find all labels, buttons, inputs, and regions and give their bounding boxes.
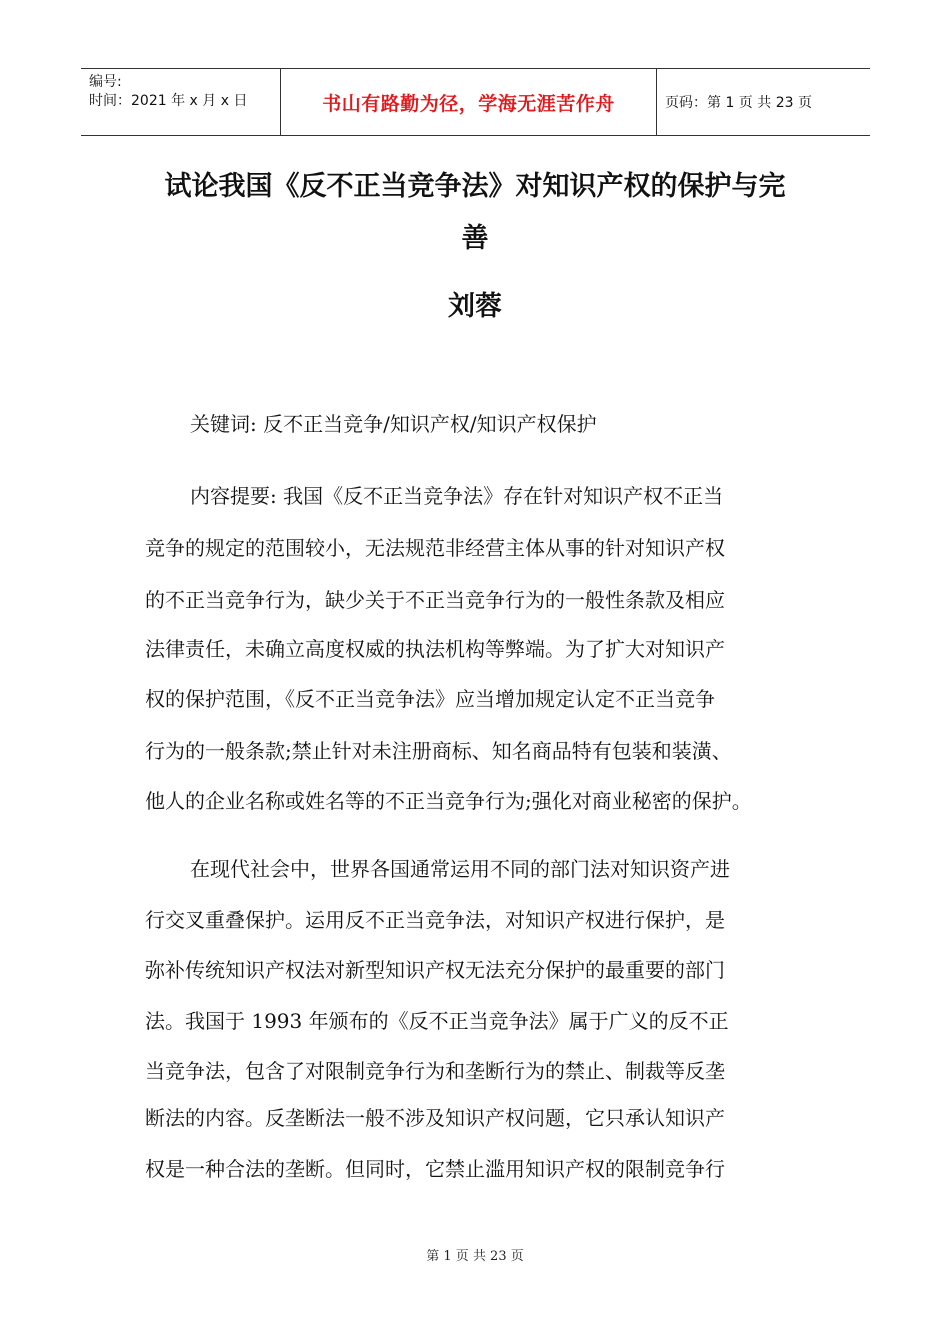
abstract-line: 他人的企业名称或姓名等的不正当竞争行为;强化对商业秘密的保护。 xyxy=(145,789,752,813)
header-motto: 书山有路勤为径，学海无涯苦作舟 xyxy=(281,69,657,135)
abstract-line: 行为的一般条款;禁止针对未注册商标、知名商品特有包装和装潢、 xyxy=(145,739,732,763)
body-line: 行交叉重叠保护。运用反不正当竞争法，对知识产权进行保护，是 xyxy=(145,908,725,932)
document-header xyxy=(81,68,870,136)
number-label: 编号: xyxy=(89,74,122,90)
page-footer: 第 1 页 共 23 页 xyxy=(426,1249,524,1264)
date-label: 时间：2021 年 x 月 x 日 xyxy=(89,93,248,109)
header-page-info: 页码：第 1 页 共 23 页 xyxy=(665,95,812,111)
body-line: 法。我国于 1993 年颁布的《反不正当竞争法》属于广义的反不正 xyxy=(145,1009,729,1033)
body-line: 断法的内容。反垄断法一般不涉及知识产权问题，它只承认知识产 xyxy=(145,1106,725,1130)
body-line: 在现代社会中，世界各国通常运用不同的部门法对知识资产进 xyxy=(190,857,730,881)
abstract-line: 法律责任，未确立高度权威的执法机构等弊端。为了扩大对知识产 xyxy=(145,637,725,661)
document-title-line-1: 试论我国《反不正当竞争法》对知识产权的保护与完 xyxy=(164,171,786,202)
body-line: 弥补传统知识产权法对新型知识产权无法充分保护的最重要的部门 xyxy=(145,958,725,982)
header-meta xyxy=(81,69,281,135)
body-line: 权是一种合法的垄断。但同时，它禁止滥用知识产权的限制竞争行 xyxy=(145,1157,725,1181)
abstract-line: 权的保护范围，《反不正当竞争法》应当增加规定认定不正当竞争 xyxy=(145,687,715,711)
abstract-line: 竞争的规定的范围较小，无法规范非经营主体从事的针对知识产权 xyxy=(145,536,725,560)
body-line: 当竞争法，包含了对限制竞争行为和垄断行为的禁止、制裁等反垄 xyxy=(145,1059,725,1083)
keywords: 关键词: 反不正当竞争/知识产权/知识产权保护 xyxy=(190,412,597,436)
document-title-line-2: 善 xyxy=(461,223,489,254)
author-name: 刘蓉 xyxy=(448,291,502,322)
abstract-line: 内容提要: 我国《反不正当竞争法》存在针对知识产权不正当 xyxy=(190,484,724,508)
abstract-line: 的不正当竞争行为，缺少关于不正当竞争行为的一般性条款及相应 xyxy=(145,588,725,612)
